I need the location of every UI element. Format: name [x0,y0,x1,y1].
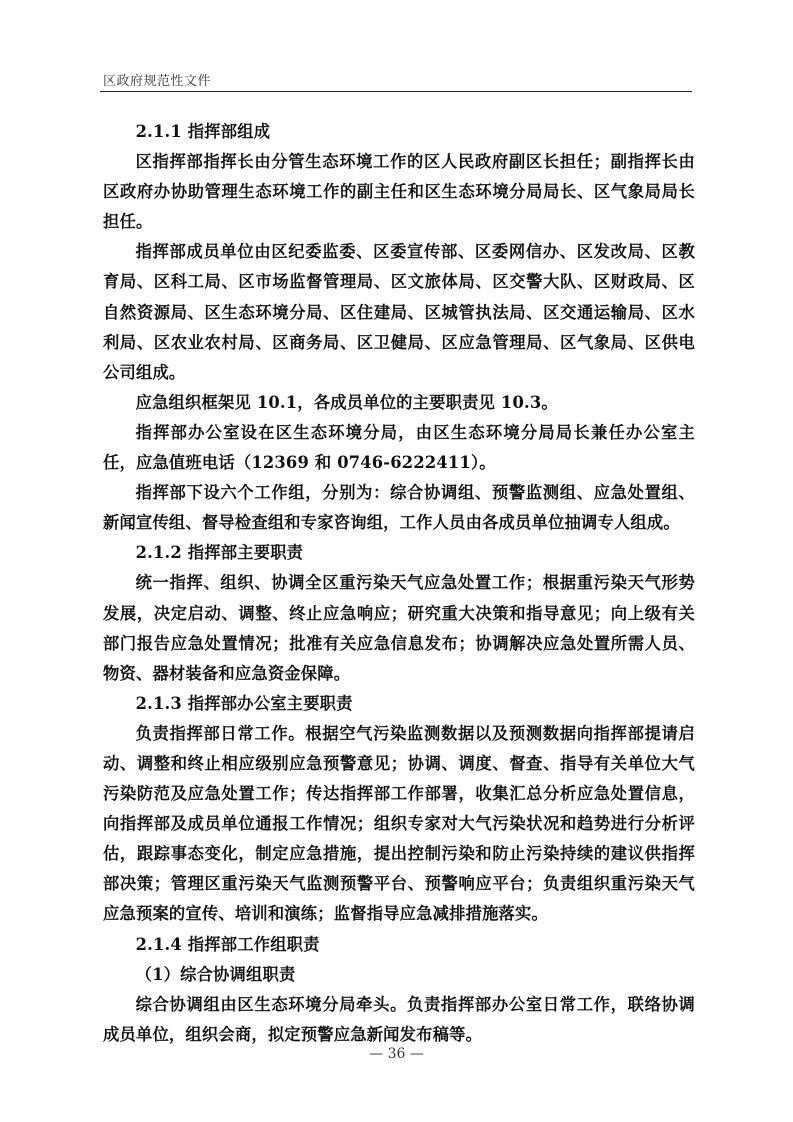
paragraph-office: 指挥部办公室设在区生态环境分局，由区生态环境分局局长兼任办公室主任，应急值班电话（12369 和 0746-6222411）。 [103,422,695,473]
paragraph-framework: 应急组织框架见 10.1，各成员单位的主要职责见 10.3。 [135,392,558,412]
paragraph-coordination-group: 综合协调组由区生态环境分局牵头。负责指挥部办公室日常工作，联络协调成员单位，组织会商，拟定预警应急新闻发布稿等。 [103,994,695,1044]
paragraph-office-duties: 负责指挥部日常工作。根据空气污染监测数据以及预测数据向指挥部提请启动、调整和终止相应级别应急预警意见；协调、调度、督查、指导有关单位大气污染防范及应急处置工作；传达指挥部工作部署，收集汇总分析应急处置信息，向指挥部及成员单位通报工作情况；组织专家对大气污染状况和趋势进行分析评估，跟踪事态变化，制定应急措施，提出控制污染和防止污染持续的建议供指挥部决策；管理区重污染天气监测预警平台、预警响应平台；负责组织重污染天气应急预案的宣传、培训和演练；监督指导应急减排措施落实。 [103,723,695,924]
section-heading-2-1-4: 2.1.4 指挥部工作组职责 [135,934,320,954]
page-number: — 36 — [369,1046,424,1062]
paragraph-commander: 区指挥部指挥长由分管生态环境工作的区人民政府副区长担任；副指挥长由区政府办协助管理生态环境工作的副主任和区生态环境分局局长、区气象局局长担任。 [103,152,695,232]
paragraph-working-groups: 指挥部下设六个工作组，分别为：综合协调组、预警监测组、应急处置组、新闻宣传组、督导检查组和专家咨询组，工作人员由各成员单位抽调专人组成。 [103,483,695,533]
paragraph-member-units: 指挥部成员单位由区纪委监委、区委宣传部、区委网信办、区发改局、区教育局、区科工局、区市场监督管理局、区文旅体局、区交警大队、区财政局、区自然资源局、区生态环境分局、区住建局、区城管执法局、区交通运输局、区水利局、区农业农村局、区商务局、区卫健局、区应急管理局、区气象局、区供电公司组成。 [103,242,695,382]
section-heading-2-1-3: 2.1.3 指挥部办公室主要职责 [135,693,353,713]
document-body [103,117,695,1050]
section-heading-2-1-1: 2.1.1 指挥部组成 [135,122,271,141]
document-header-title: 区政府规范性文件 [103,74,212,89]
paragraph-command-duties: 统一指挥、组织、协调全区重污染天气应急处置工作；根据重污染天气形势发展，决定启动、调整、终止应急响应；研究重大决策和指导意见；向上级有关部门报告应急处置情况；批准有关应急信息发布；协调解决应急处置所需人员、物资、器材装备和应急资金保障。 [103,573,695,683]
subheading-coordination-group: （1）综合协调组职责 [135,964,296,984]
section-heading-2-1-2: 2.1.2 指挥部主要职责 [135,543,304,563]
header-divider [100,91,692,92]
